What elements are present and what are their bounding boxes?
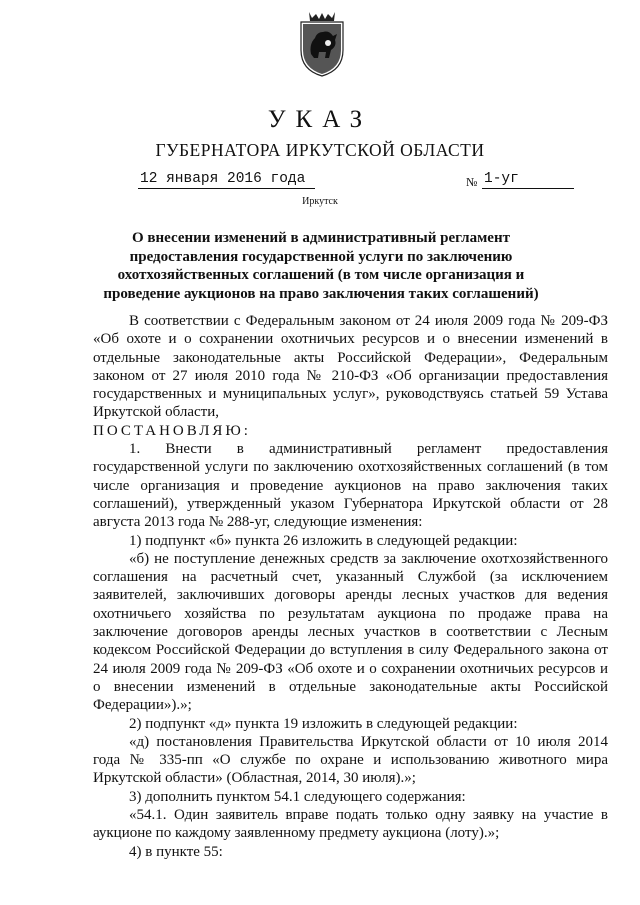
body-paragraph: «б) не поступление денежных средств за заключение охотхозяйственного соглашения на расчетный счет, указанный Службой (за исключением заявителей, заключивших договоры аренды лесных участков для ведения охотничьего хозяйства по результатам аукциона по продаже права на заключение договоров аренды лесных участков в соответствии с Лесным кодексом Российской Федерации до вступления в силу Федерального закона от 24 июля 2009 года № 209-ФЗ «Об охоте и о сохранении охотничьих ресурсов и о внесении изменений в отдельные законодательные акты Российской Федерации»).»; [93,550,608,714]
decree-word: ПОСТАНОВЛЯЮ: [93,422,251,439]
body-paragraph: 4) в пункте 55: [129,843,223,860]
document-date: 12 января 2016 года [138,171,315,189]
document-title: УКАЗ [267,106,373,133]
coat-of-arms-icon [297,10,347,78]
body-paragraph: 1. Внести в административный регламент предоставления государственной услуги по заключению охотхозяйственных соглашений (в том числе организация и проведение аукционов на право заключения таких соглашений), утвержденный указом Губернатора Иркутской области от 28 августа 2013 года № 288-уг, следующие изменения: [93,441,608,531]
body-paragraph: «д) постановления Правительства Иркутской области от 10 июля 2014 года № 335-пп «О службе по охране и использованию животного мира Иркутской области» (Областная, 2014, 30 июля).»; [93,733,608,787]
body-paragraph: «54.1. Один заявитель вправе подать только одну заявку на участие в аукционе по каждому заявленному предмету аукциона (лоту).»; [93,807,608,842]
body-paragraph: 3) дополнить пунктом 54.1 следующего содержания: [129,788,466,805]
body-paragraph: 2) подпункт «д» пункта 19 изложить в следующей редакции: [129,715,518,732]
body-paragraph: 1) подпункт «б» пункта 26 изложить в следующей редакции: [129,532,518,549]
number-label: № [466,175,478,189]
document-number: 1-уг [482,171,574,189]
document-city: Иркутск [302,196,338,207]
document-issuer: ГУБЕРНАТОРА ИРКУТСКОЙ ОБЛАСТИ [155,140,485,160]
preamble-paragraph: В соответствии с Федеральным законом от 24 июля 2009 года № 209-ФЗ «Об охоте и о сохранении охотничьих ресурсов и о внесении изменений в отдельные законодательные акты Российской Федерации», Федеральным законом от 27 июля 2010 года № 210-ФЗ «Об организации предоставления государственных и муниципальных услуг», руководствуясь статьей 59 Устава Иркутской области, [93,313,608,421]
document-body [93,312,608,861]
document-heading: О внесении изменений в административный регламент предоставления государственной услуги по заключению охотхозяйственных соглашений (в том числе организация и проведение аукционов на право заключения таких соглашений) [103,230,539,302]
